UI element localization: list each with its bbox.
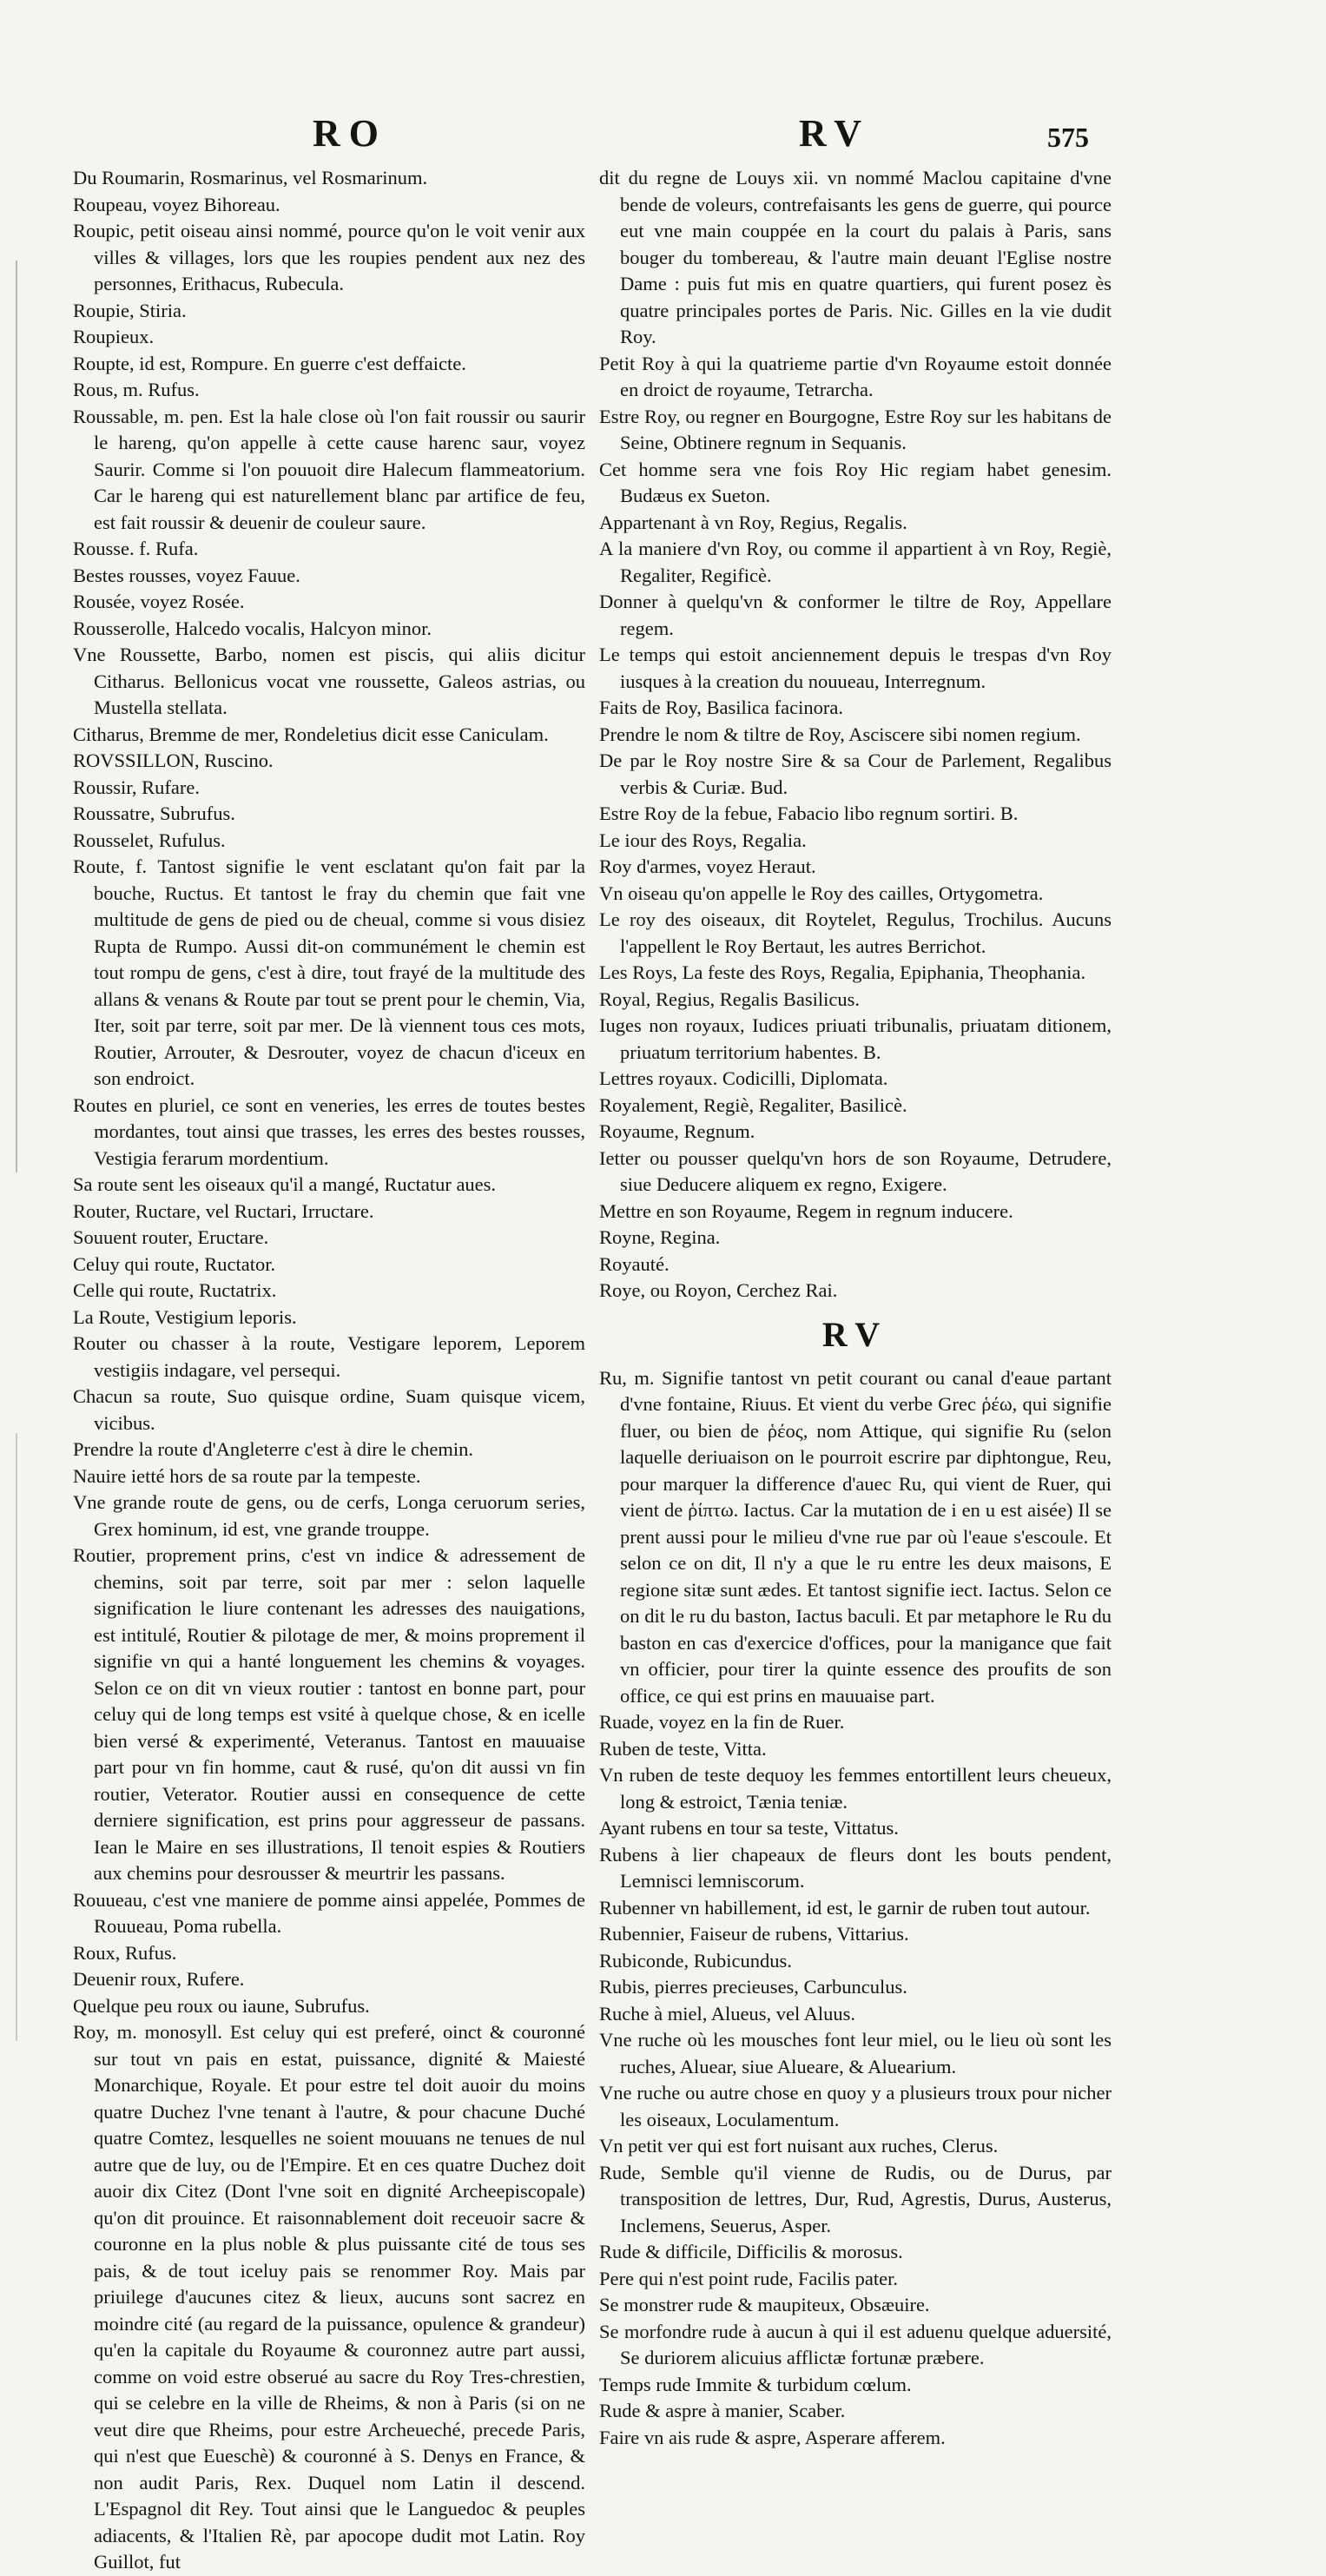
dictionary-entry: Estre Roy de la febue, Fabacio libo regnum sortiri. B.	[599, 803, 1019, 824]
dictionary-entry: Royne, Regina.	[599, 1226, 721, 1248]
dictionary-entry: Ruade, voyez en la fin de Ruer.	[599, 1711, 845, 1733]
dictionary-entry: Rude & aspre à manier, Scaber.	[599, 2400, 846, 2421]
dictionary-entry: Vn petit ver qui est fort nuisant aux ruches, Clerus.	[599, 2135, 999, 2157]
dictionary-entry: Rude, Semble qu'il vienne de Rudis, ou de Durus, par transposition de lettres, Dur, Rud, Agrestis, Durus, Austerus, Inclemens, Seuerus, Asper.	[599, 2161, 1112, 2236]
dictionary-entry: Rubiconde, Rubicundus.	[599, 1949, 792, 1972]
dictionary-entry: Chacun sa route, Suo quisque ordine, Suam quisque vicem, vicibus.	[73, 1385, 585, 1434]
dictionary-entry: Petit Roy à qui la quatrieme partie d'vn Royaume estoit donnée en droict de royaume, Tetrarcha.	[599, 352, 1112, 400]
section-heading-rv: RV	[821, 1314, 889, 1354]
dictionary-entry: Les Roys, La feste des Roys, Regalia, Epiphania, Theophania.	[599, 961, 1086, 983]
dictionary-entry: Ruche à miel, Alueus, vel Aluus.	[599, 2002, 855, 2024]
dictionary-entry: Royaume, Regnum.	[599, 1120, 755, 1142]
dictionary-entry: Roy, m. monosyll. Est celuy qui est preferé, oinct & couronné sur tout vn pais en estat, puissance, dignité & Maiesté Monarchique, Royale. Et pour estre tel doit auoir du moins quatre Duchez l'vne tenant à l'autre, & pour chacune Duché quatre Comtez, lesquelles ne soient mouuans ne tenues de nul autre que de luy, ou de l'Empire. Et en ces quatre Duchez doit auoir dix Citez (Dont l'vne soit en dignité Archeepiscopale) qu'on dit prouince. Et raisonnablement doit receuoir sacre & couronne en la plus noble & plus puissante cité de tous ses pais, & de tout iceluy pais se renommer Roy. Mais par priuilege d'aucunes citez & lieux, aucuns sont sacrez en moindre cité (au regard de la puissance, opulence & grandeur) qu'en la capitale du Royaume & couronnez autre part aussi, comme on void estre obserué au sacre du Roy Tres-chrestien, qui se celebre en la ville de Rheims, & non à Paris (si on ne veut dire que Rheims, pour estre Archeueché, precede Paris, qui n'est que Eueschè) & couronné à S. Denys en France, & non audit Paris, Rex. Duquel nom Latin il descend. L'Espagnol dit Rey. Tout ainsi que le Languedoc & peuples adiacents, & l'Italien Rè, par apocope dudit mot Latin. Roy Guillot, fut	[73, 2021, 585, 2573]
dictionary-entry: Faire vn ais rude & aspre, Asperare afferem.	[599, 2426, 946, 2448]
dictionary-entry: Lettres royaux. Codicilli, Diplomata.	[599, 1067, 888, 1089]
dictionary-entry: Route, f. Tantost signifie le vent esclatant qu'on fait par la bouche, Ructus. Et tantost le fray du chemin que fait vne multitude de gens de pied ou de cheual, comme si vous disiez Rupta de Rumpo. Aussi dit-on communément le chemin est tout rompu de gens, c'est à dire, tout frayé de la multitude des allans & venans & Route par tout se prent pour le chemin, Via, Iter, soit par terre, soit par mer. De là viennent tous ces mots, Routier, Arrouter, & Desrouter, voyez de chacun d'iceux en son endroict.	[73, 855, 585, 1089]
header-right: RV	[799, 112, 871, 155]
dictionary-entry: Vn ruben de teste dequoy les femmes entortillent leurs cheueux, long & estroict, Tænia teniæ.	[599, 1764, 1112, 1813]
dictionary-entry: Ruben de teste, Vitta.	[599, 1737, 767, 1760]
dictionary-entry: Vne ruche ou autre chose en quoy y a plusieurs troux pour nicher les oiseaux, Loculamentum.	[599, 2082, 1112, 2130]
dictionary-entry: Royalement, Regiè, Regaliter, Basilicè.	[599, 1093, 907, 1116]
dictionary-entry: Deuenir roux, Rufere.	[73, 1968, 245, 1990]
dictionary-entry: Se monstrer rude & maupiteux, Obsæuire.	[599, 2294, 930, 2315]
dictionary-entry: Mettre en son Royaume, Regem in regnum inducere.	[599, 1199, 1013, 1222]
dictionary-entry: Rousserolle, Halcedo vocalis, Halcyon minor.	[73, 617, 432, 639]
dictionary-entry: Celuy qui route, Ructator.	[73, 1252, 276, 1275]
dictionary-entry: dit du regne de Louys xii. vn nommé Maclou capitaine d'vne bende de voleurs, contrefaisants les gens de guerre, qui pource eut vne main couppée en la court du palais à Paris, sans bouger du tombereau, & l'autre main deuant l'Eglise nostre Dame : puis fut mis en quatre quartiers, qui furent posez ès quatre principales portes de Paris. Nic. Gilles en la vie dudit Roy.	[599, 167, 1112, 347]
dictionary-entry: Roux, Rufus.	[73, 1941, 177, 1964]
dictionary-entry: Pere qui n'est point rude, Facilis pater.	[599, 2267, 898, 2289]
dictionary-entry: Rude & difficile, Difficilis & morosus.	[599, 2241, 903, 2262]
dictionary-entry: Rousée, voyez Rosée.	[73, 591, 245, 612]
dictionary-entry: Roussable, m. pen. Est la hale close où l'on fait roussir ou saurir le hareng, qu'on appelle à cette cause harenc saur, voyez Saurir. Comme si l'on pouuoit dire Halecum flammeatorium. Car le hareng qui est naturellement blanc par artifice de feu, est fait roussir & deuenir de couleur saure.	[73, 405, 585, 533]
header-left: RO	[313, 112, 387, 155]
dictionary-entry: Vne Roussette, Barbo, nomen est piscis, qui aliis dicitur Citharus. Bellonicus vocat vne roussette, Galeos astrias, ou Mustella stellata.	[73, 644, 585, 718]
dictionary-entry: Prendre la route d'Angleterre c'est à dire le chemin.	[73, 1438, 474, 1460]
dictionary-entry: Routes en pluriel, ce sont en veneries, les erres de toutes bestes mordantes, tout ainsi que trasses, les erres des bestes rousses, Vestigia ferarum mordentium.	[73, 1093, 585, 1169]
dictionary-entry: Cet homme sera vne fois Roy Hic regiam habet genesim. Budæus ex Sueton.	[599, 458, 1112, 506]
dictionary-entry: Vne ruche où les mousches font leur miel, ou le lieu où sont les ruches, Aluear, siue Alueare, & Aluearium.	[599, 2029, 1112, 2077]
dictionary-entry: Estre Roy, ou regner en Bourgogne, Estre Roy sur les habitans de Seine, Obtinere regnum in Sequanis.	[599, 405, 1112, 453]
dictionary-entry: Roye, ou Royon, Cerchez Rai.	[599, 1279, 838, 1301]
dictionary-entry: Roupic, petit oiseau ainsi nommé, pource qu'on le voit venir aux villes & villages, lors que les roupies pendent aux nez des personnes, Erithacus, Rubecula.	[73, 220, 585, 294]
page-edge-shadow	[16, 261, 17, 1172]
dictionary-entry: Rous, m. Rufus.	[73, 379, 200, 400]
dictionary-entry: Celle qui route, Ructatrix.	[73, 1279, 277, 1301]
dictionary-entry: Le iour des Roys, Regalia.	[599, 829, 807, 851]
dictionary-entry: De par le Roy nostre Sire & sa Cour de Parlement, Regalibus verbis & Curiæ. Bud.	[599, 750, 1112, 798]
dictionary-entry: Sa route sent les oiseaux qu'il a mangé, Ructatur aues.	[73, 1173, 497, 1195]
dictionary-entry: Iuges non royaux, Iudices priuati tribunalis, priuatam ditionem, priuatum territorium habentes. B.	[599, 1014, 1112, 1063]
dictionary-entry: Vne grande route de gens, ou de cerfs, Longa ceruorum series, Grex hominum, id est, vne grande trouppe.	[73, 1491, 585, 1540]
dictionary-entry: Rubis, pierres precieuses, Carbunculus.	[599, 1976, 907, 1998]
dictionary-entry: Le temps qui estoit anciennement depuis le trespas d'vn Roy iusques à la creation du nouueau, Interregnum.	[599, 644, 1112, 692]
left-column	[73, 165, 585, 2576]
dictionary-entry: Vn oiseau qu'on appelle le Roy des cailles, Ortygometra.	[599, 882, 1044, 904]
dictionary-entry: Rubennier, Faiseur de rubens, Vittarius.	[599, 1923, 909, 1945]
dictionary-entry: ROVSSILLON, Ruscino.	[73, 750, 274, 771]
dictionary-entry: Router, Ructare, vel Ructari, Irructare.	[73, 1199, 374, 1222]
dictionary-entry: Temps rude Immite & turbidum cœlum.	[599, 2373, 912, 2395]
dictionary-entry: La Route, Vestigium leporis.	[73, 1305, 297, 1328]
dictionary-entry: Rubenner vn habillement, id est, le garnir de ruben tout autour.	[599, 1896, 1091, 1919]
dictionary-entry: Roupie, Stiria.	[73, 299, 187, 321]
dictionary-entry: Rousse. f. Rufa.	[73, 538, 199, 559]
dictionary-entry: Citharus, Bremme de mer, Rondeletius dicit esse Caniculam.	[73, 723, 549, 745]
dictionary-entry: Du Roumarin, Rosmarinus, vel Rosmarinum.	[73, 167, 428, 188]
dictionary-entry: Quelque peu roux ou iaune, Subrufus.	[73, 1994, 370, 2017]
dictionary-entry: Rubens à lier chapeaux de fleurs dont les bouts pendent, Lemnisci lemniscorum.	[599, 1843, 1112, 1892]
dictionary-entry: Roupte, id est, Rompure. En guerre c'est deffaicte.	[73, 352, 466, 374]
dictionary-entry: Ayant rubens en tour sa teste, Vittatus.	[599, 1817, 899, 1839]
dictionary-entry: Prendre le nom & tiltre de Roy, Asciscere sibi nomen regium.	[599, 723, 1081, 745]
dictionary-entry: Rouueau, c'est vne maniere de pomme ainsi appelée, Pommes de Rouueau, Poma rubella.	[73, 1888, 585, 1937]
dictionary-entry: Roussir, Rufare.	[73, 776, 200, 798]
dictionary-entry: Souuent router, Eructare.	[73, 1226, 269, 1248]
page-edge-shadow-lower	[16, 1433, 17, 2041]
dictionary-entry: Roupeau, voyez Bihoreau.	[73, 193, 280, 215]
dictionary-entry: Faits de Roy, Basilica facinora.	[599, 697, 843, 718]
dictionary-entry: Se morfondre rude à aucun à qui il est aduenu quelque aduersité, Se duriorem alicuius afflictæ fortunæ præbere.	[599, 2320, 1112, 2368]
dictionary-entry: Rousselet, Rufulus.	[73, 829, 226, 851]
dictionary-entry: Router ou chasser à la route, Vestigare leporem, Leporem vestigiis indagare, vel persequi.	[73, 1332, 585, 1381]
right-column-entries-ro	[599, 165, 1112, 1305]
dictionary-entry: Royal, Regius, Regalis Basilicus.	[599, 987, 860, 1010]
running-header	[0, 111, 1326, 163]
dictionary-entry: Ietter ou pousser quelqu'vn hors de son Royaume, Detrudere, siue Deducere aliquem ex regno, Exigere.	[599, 1146, 1112, 1195]
dictionary-entry: Nauire ietté hors de sa route par la tempeste.	[73, 1464, 421, 1487]
dictionary-entry: Bestes rousses, voyez Fauue.	[73, 564, 300, 586]
dictionary-entry: Appartenant à vn Roy, Regius, Regalis.	[599, 511, 907, 533]
page-number: 575	[1047, 122, 1089, 153]
dictionary-entry: Roy d'armes, voyez Heraut.	[599, 855, 816, 877]
right-column	[599, 165, 1112, 2451]
dictionary-entry: Ru, m. Signifie tantost vn petit courant ou canal d'eaue partant d'vne fontaine, Riuus. Et vient du verbe Grec ῥέω, qui signifie fluer, ou bien de ῥέος, nom Attique, qui signifie Ru (selon laquelle deriuaison on le pourroit escrire par diphtongue, Reu, pour marquer la difference d'auec Ru, qui vient de Ruer, qui vient de ῥίπτω. Iactus. Car la mutation de i en u est aisée) Il se prent aussi pour le milieu d'vne rue par où l'eaue s'escoule. Et selon ce on dit, Il n'y a que le ru entre les deux maisons, E regione sitæ sunt ædes. Et tantost signifie iect. Iactus. Selon ce on dit le ru du baston, Iactus baculi. Et par metaphore le Ru du baston en cas d'exercice d'offices, pour la manigance que fait vn officier, pour tirer la quinte essence des proufits de son office, ce qui est prins en mauuaise part.	[599, 1366, 1112, 1707]
dictionary-entry: Donner à quelqu'vn & conformer le tiltre de Roy, Appellare regem.	[599, 591, 1112, 639]
dictionary-entry: Roupieux.	[73, 326, 155, 347]
dictionary-entry: Roussatre, Subrufus.	[73, 803, 235, 824]
dictionary-entry: A la maniere d'vn Roy, ou comme il appartient à vn Roy, Regiè, Regaliter, Regificè.	[599, 538, 1112, 586]
dictionary-entry: Le roy des oiseaux, dit Roytelet, Regulus, Trochilus. Aucuns l'appellent le Roy Bertaut, les autres Berrichot.	[599, 908, 1112, 957]
dictionary-entry: Royauté.	[599, 1252, 670, 1275]
dictionary-entry: Routier, proprement prins, c'est vn indice & adressement de chemins, soit par terre, soit par mer : selon laquelle signification le liure contenant les adresses des nauigations, est intitulé, Routier & pilotage de mer, & moins proprement il signifie vn qui a hanté longuement les chemins & voyages. Selon ce on dit vn vieux routier : tantost en bonne part, pour celuy qui de long temps est vsité à quelque chose, & en icelle bien versé & experimenté, Veteranus. Tantost en mauuaise part pour vn fin homme, caut & rusé, qu'on dit aussi vn fin routier, Veterator. Routier aussi en consequence de cette derniere signification, est prins pour aggresseur de passans. Iean le Maire en ses illustrations, Il tenoit espies & Routiers aux chemins pour desrousser & meurtrir les passans.	[73, 1544, 585, 1884]
right-column-entries-rv	[599, 1365, 1112, 2452]
